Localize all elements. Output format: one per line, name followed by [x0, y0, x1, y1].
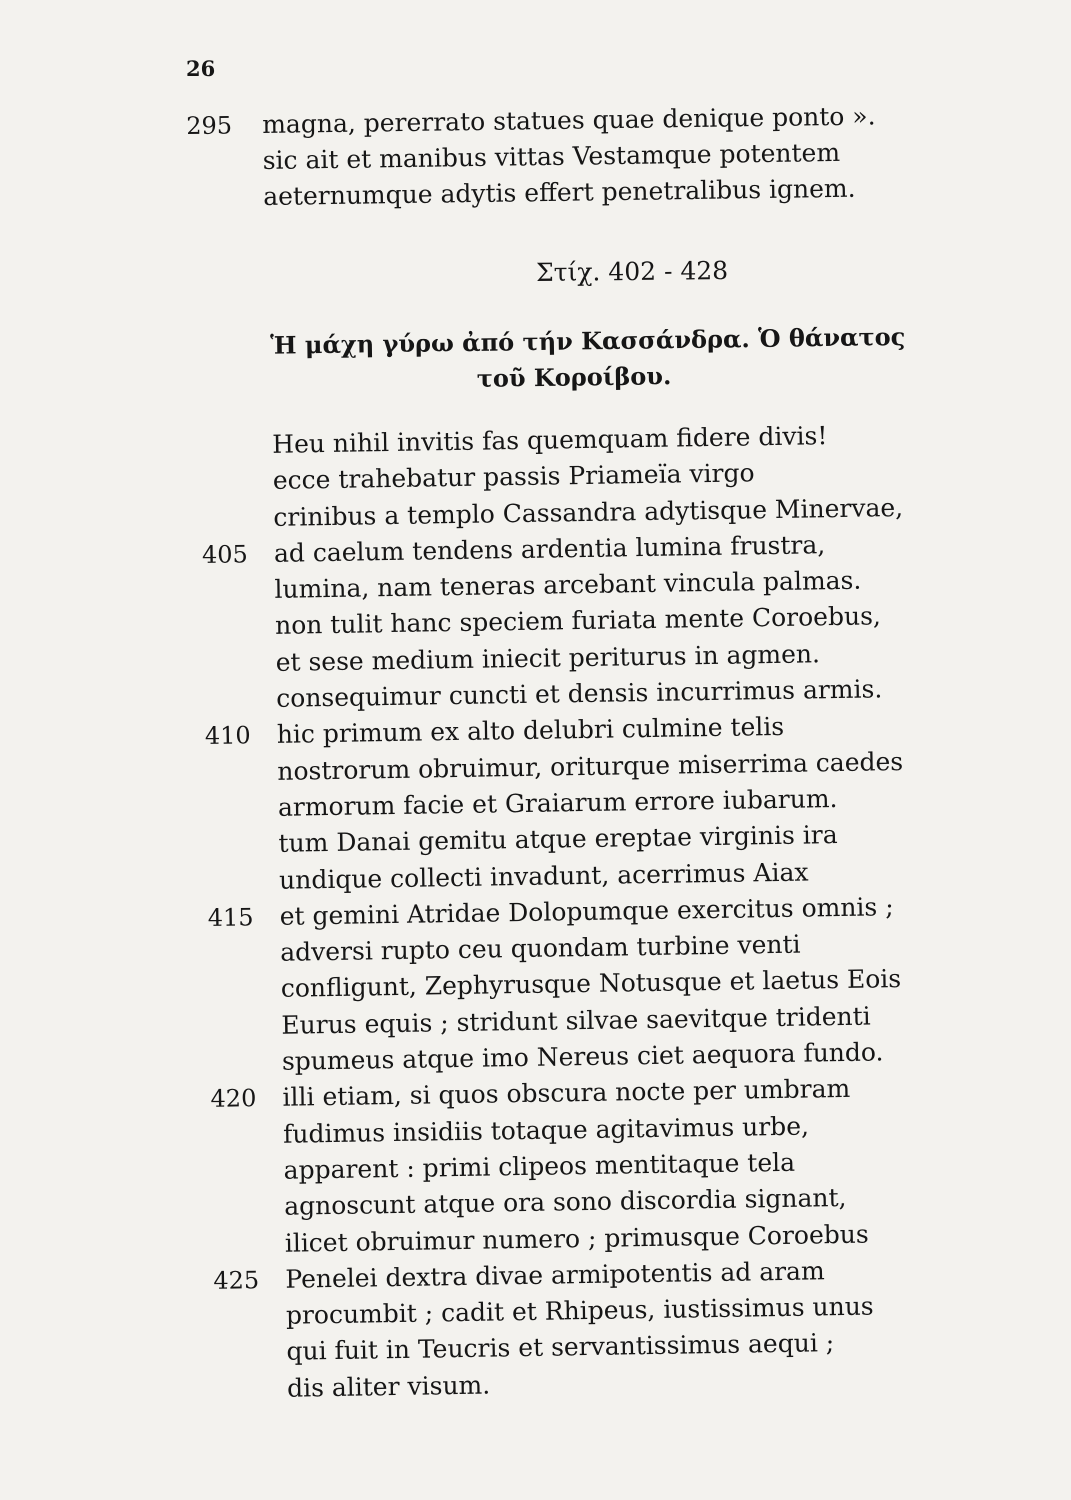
verse-text: et sese medium iniecit periturus in agmen.	[275, 639, 821, 677]
section-title	[270, 318, 971, 400]
verse-text: Heu nihil invitis fas quemquam fidere divis!	[272, 421, 828, 459]
verse-text: non tulit hanc speciem furiata mente Coroebus,	[274, 601, 882, 641]
verse-text: spumeus atque imo Nereus ciet aequora fundo.	[281, 1037, 884, 1076]
verse-text: procumbit ; cadit et Rhipeus, iustissimus unus	[285, 1291, 874, 1330]
verse-text: confligunt, Zephyrusque Notusque et laetus Eois	[280, 964, 902, 1004]
section-verse-range: Στίχ. 402 - 428	[535, 255, 729, 288]
verse-text: Eurus equis ; stridunt silvae saevitque tridenti	[281, 1001, 871, 1040]
verse-text: apparent : primi clipeos mentitaque tela	[283, 1147, 796, 1185]
verse-text: nostrorum obruimur, oriturque miserrima caedes	[277, 746, 904, 786]
verse-text: crinibus a templo Cassandra adytisque Minervae,	[273, 492, 904, 532]
line-number: 420	[210, 1084, 257, 1114]
verse-text: undique collecti invadunt, acerrimus Aiax	[278, 857, 809, 895]
verse-block-main	[0, 414, 1071, 1411]
verse-text: aeternumque adytis effert penetralibus ignem.	[263, 173, 856, 211]
page-number: 26	[186, 56, 216, 81]
verse-text: hic primum ex alto delubri culmine telis	[276, 712, 785, 750]
section-title-line-2: τοῦ Κοροίβου.	[476, 361, 672, 393]
verse-text: qui fuit in Teucris et servantissimus aequi ;	[286, 1328, 835, 1367]
verse-text: sic ait et manibus vittas Vestamque potentem	[262, 137, 841, 175]
line-number: 295	[186, 111, 233, 141]
verse-text: et gemini Atridae Dolopumque exercitus omnis ;	[279, 892, 894, 931]
verse-text: ecce trahebatur passis Priameïa virgo	[272, 458, 755, 496]
verse-text: lumina, nam teneras arcebant vincula palmas.	[274, 565, 862, 605]
verse-text: consequimur cuncti et densis incurrimus armis.	[276, 674, 883, 713]
verse-text: magna, pererrato statues quae denique ponto ».	[262, 101, 876, 139]
verse-text: agnoscunt atque ora sono discordia signant,	[284, 1183, 847, 1222]
line-number: 405	[201, 540, 249, 569]
verse-text: fudimus insidiis totaque agitavimus urbe,	[282, 1111, 810, 1149]
verse-text: tum Danai gemitu atque ereptae virginis ira	[278, 820, 838, 859]
verse-text: ad caelum tendens ardentia lumina frustra,	[273, 530, 826, 568]
line-number: 425	[213, 1266, 260, 1295]
line-number: 410	[204, 721, 251, 751]
section-title-line-1: Ἡ μάχη γύρω ἀπό τήν Κασσάνδρα. Ὁ θάνατος	[270, 321, 906, 360]
line-number: 415	[207, 903, 254, 932]
verse-text: armorum facie et Graiarum errore iubarum.	[277, 784, 838, 822]
verse-text: Penelei dextra divae armipotentis ad aram	[285, 1256, 825, 1294]
verse-text: adversi rupto ceu quondam turbine venti	[280, 929, 801, 967]
verse-text: ilicet obruimur numero ; primusque Coroebus	[284, 1219, 869, 1258]
verse-text: dis aliter visum.	[286, 1370, 491, 1403]
verse-block-continuation	[0, 96, 1071, 219]
verse-text: illi etiam, si quos obscura nocte per umbram	[282, 1074, 851, 1113]
